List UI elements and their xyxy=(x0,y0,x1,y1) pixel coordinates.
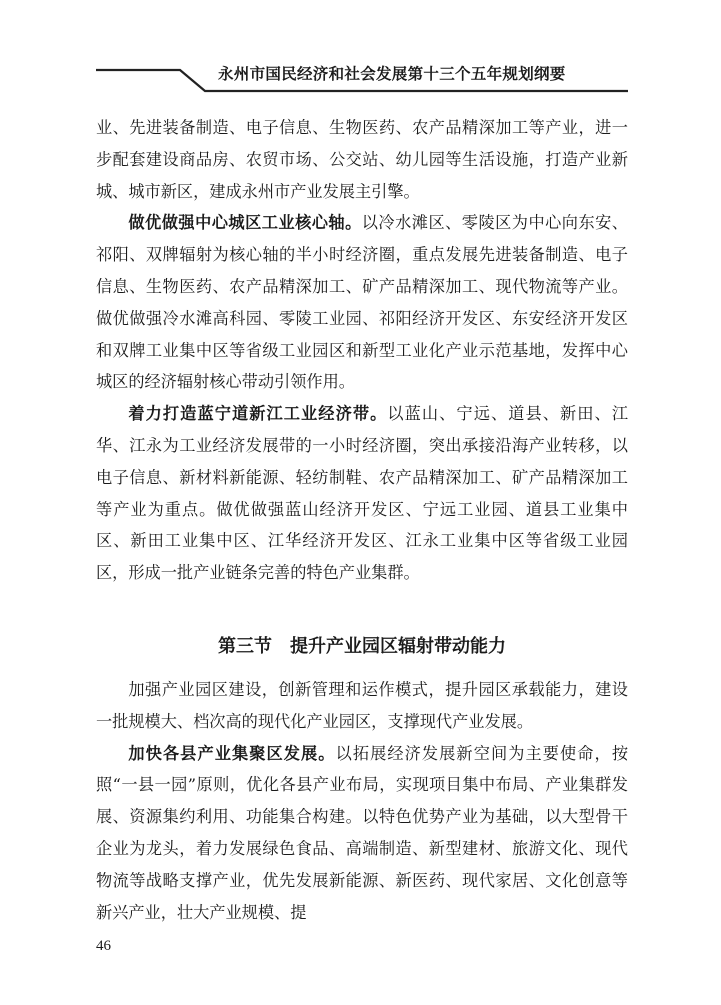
section-heading: 第三节 提升产业园区辐射带动能力 xyxy=(218,636,506,657)
paragraph-central-axis xyxy=(96,207,628,398)
paragraph-text: 以蓝山、宁远、道县、新田、江华、江永为工业经济发展带的一小时经济圈，突出承接沿海产业转移，以电子信息、新材料新能源、轻纺制鞋、农产品精深加工、矿产品精深加工等产业为重点。做优做强蓝山经济开发区、宁远工业园、道县工业集中区、新田工业集中区、江华经济开发区、江永工业集中区等省级工业园区，形成一批产业链条完善的特色产业集群。 xyxy=(96,404,629,583)
paragraph-text: 加强产业园区建设，创新管理和运作模式，提升园区承载能力，建设一批规模大、档次高的现代化产业园区，支撑现代产业发展。 xyxy=(96,680,628,731)
paragraph-text: 业、先进装备制造、电子信息、生物医药、农产品精深加工等产业，进一步配套建设商品房、农贸市场、公交站、幼儿园等生活设施，打造产业新城、城市新区，建成永州市产业发展主引擎。 xyxy=(96,118,628,201)
paragraph-lead: 加快各县产业集聚区发展。 xyxy=(128,743,336,763)
running-header-title: 永州市国民经济和社会发展第十三个五年规划纲要 xyxy=(218,64,566,83)
header-rule xyxy=(0,0,721,110)
paragraph-industrial-belt xyxy=(96,398,628,589)
paragraph-text: 以冷水滩区、零陵区为中心向东安、祁阳、双牌辐射为核心轴的半小时经济圈，重点发展先进装备制造、电子信息、生物医药、农产品精深加工、矿产品精深加工、现代物流等产业。做优做强冷水滩高科园、零陵工业园、祁阳经济开发区、东安经济开发区和双牌工业集中区等省级工业园区和新型工业化产业示范基地，发挥中心城区的经济辐射核心带动引领作用。 xyxy=(96,213,628,392)
paragraph-county-clusters xyxy=(96,738,628,929)
paragraph-lead: 着力打造蓝宁道新江工业经济带。 xyxy=(128,404,388,424)
body-text-top xyxy=(96,112,628,589)
paragraph-park-intro xyxy=(96,674,628,738)
page-number: 46 xyxy=(96,938,111,954)
paragraph-text: 以拓展经济发展新空间为主要使命，按照“一县一园”原则，优化各县产业布局，实现项目集中布局、产业集群发展、资源集约利用、功能集合构建。以特色优势产业为基础，以大型骨干企业为龙头，着力发展绿色食品、高端制造、新型建材、旅游文化、现代物流等战略支撑产业，优先发展新能源、新医药、现代家居、文化创意等新兴产业，壮大产业规模、提 xyxy=(96,743,629,922)
paragraph-lead: 做优做强中心城区工业核心轴。 xyxy=(128,213,362,233)
body-text-bottom xyxy=(96,674,628,928)
paragraph-continuation xyxy=(96,112,628,207)
